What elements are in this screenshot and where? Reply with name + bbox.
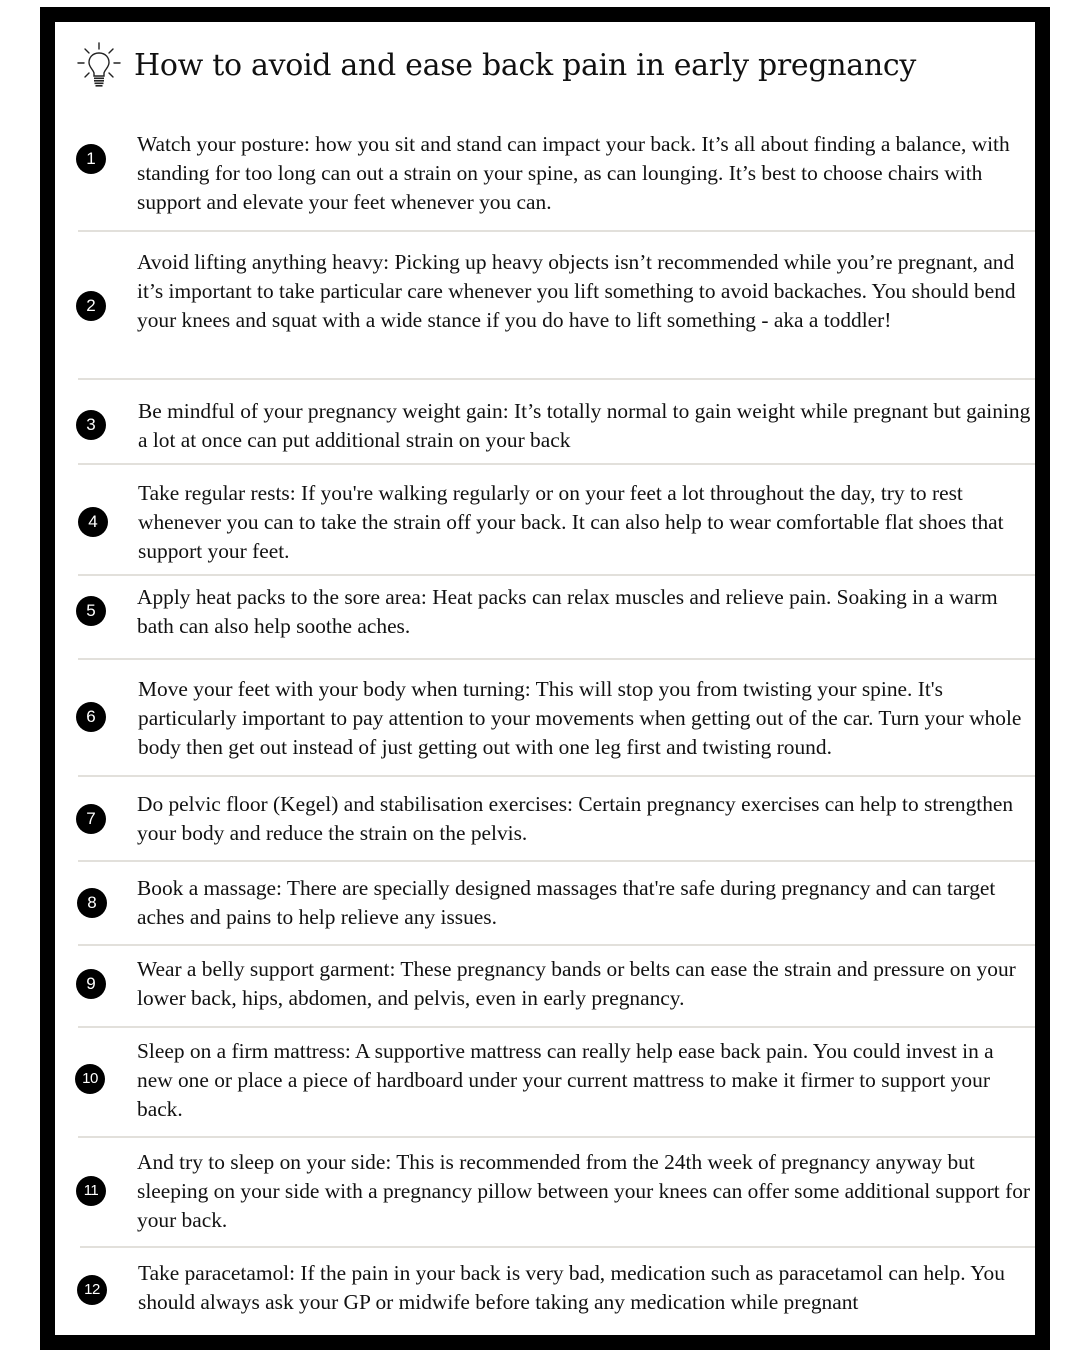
page-title: How to avoid and ease back pain in early pregnancy bbox=[134, 47, 917, 83]
tip-text: Watch your posture: how you sit and stand can impact your back. It’s all about finding a balance, with standing for too long can out a strain on your spine, as can lounging. It’s best to choose chairs with support and elevate your feet whenever you can. bbox=[137, 132, 1010, 214]
header bbox=[74, 40, 916, 90]
tip-text: Wear a belly support garment: These pregnancy bands or belts can ease the strain and pressure on your lower back, hips, abdomen, and pelvis, even in early pregnancy. bbox=[137, 957, 1016, 1010]
divider bbox=[78, 658, 1035, 660]
tip-number-badge: 11 bbox=[76, 1176, 106, 1206]
tip-number-badge: 1 bbox=[76, 144, 106, 174]
tip-text: Be mindful of your pregnancy weight gain: It’s totally normal to gain weight while pregnant but gaining a lot at once can put additional strain on your back bbox=[138, 399, 1031, 452]
divider bbox=[78, 463, 1035, 465]
divider bbox=[78, 1026, 1035, 1028]
lightbulb-icon bbox=[74, 40, 124, 90]
tips-sheet bbox=[55, 22, 1035, 1335]
tip-text: Take paracetamol: If the pain in your back is very bad, medication such as paracetamol can help. You should always ask your GP or midwife before taking any medication while pregnant bbox=[138, 1261, 1005, 1314]
tip-number-badge: 10 bbox=[75, 1064, 105, 1094]
tip-number-badge: 5 bbox=[76, 596, 106, 626]
divider bbox=[78, 775, 1035, 777]
tip-number-badge: 3 bbox=[76, 410, 106, 440]
divider bbox=[78, 944, 1035, 946]
tip-text: Take regular rests: If you're walking regularly or on your feet a lot throughout the day, try to rest whenever you can to take the strain off your back. It can also help to wear comfortable flat shoes that support your feet. bbox=[138, 481, 1004, 563]
tip-text: Apply heat packs to the sore area: Heat packs can relax muscles and relieve pain. Soaking in a warm bath can also help soothe aches. bbox=[137, 585, 998, 638]
divider bbox=[78, 230, 1035, 232]
tip-number-badge: 4 bbox=[78, 507, 108, 537]
tip-number-badge: 9 bbox=[76, 969, 106, 999]
divider bbox=[78, 860, 1035, 862]
tip-number-badge: 12 bbox=[77, 1275, 107, 1305]
tip-number-badge: 7 bbox=[76, 804, 106, 834]
tip-number-badge: 2 bbox=[76, 291, 106, 321]
tip-text: Do pelvic floor (Kegel) and stabilisation exercises: Certain pregnancy exercises can help to strengthen your body and reduce the strain on the pelvis. bbox=[137, 792, 1014, 845]
tip-text: Book a massage: There are specially designed massages that're safe during pregnancy and can target aches and pains to help relieve any issues. bbox=[137, 876, 996, 929]
tip-text: Move your feet with your body when turning: This will stop you from twisting your spine. It's particularly important to pay attention to your movements when getting out of the car. Turn your whole body then get out instead of just getting out with one leg first and twisting round. bbox=[138, 677, 1022, 759]
tip-text: Sleep on a firm mattress: A supportive mattress can really help ease back pain. You could invest in a new one or place a piece of hardboard under your current mattress to make it firmer to support your back. bbox=[137, 1039, 994, 1121]
tip-text: And try to sleep on your side: This is recommended from the 24th week of pregnancy anyway but sleeping on your side with a pregnancy pillow between your knees can offer some additional support for your back. bbox=[137, 1150, 1031, 1232]
divider bbox=[78, 574, 1035, 576]
tip-text: Avoid lifting anything heavy: Picking up heavy objects isn’t recommended while you’re pregnant, and it’s important to take particular care whenever you lift something to avoid backaches. You should bend your knees and squat with a wide stance if you do have to lift something - aka a toddler! bbox=[137, 250, 1016, 332]
tip-number-badge: 6 bbox=[76, 702, 106, 732]
tip-number-badge: 8 bbox=[77, 888, 107, 918]
divider bbox=[78, 1136, 1035, 1138]
divider bbox=[80, 1246, 1035, 1248]
divider bbox=[78, 378, 1035, 380]
